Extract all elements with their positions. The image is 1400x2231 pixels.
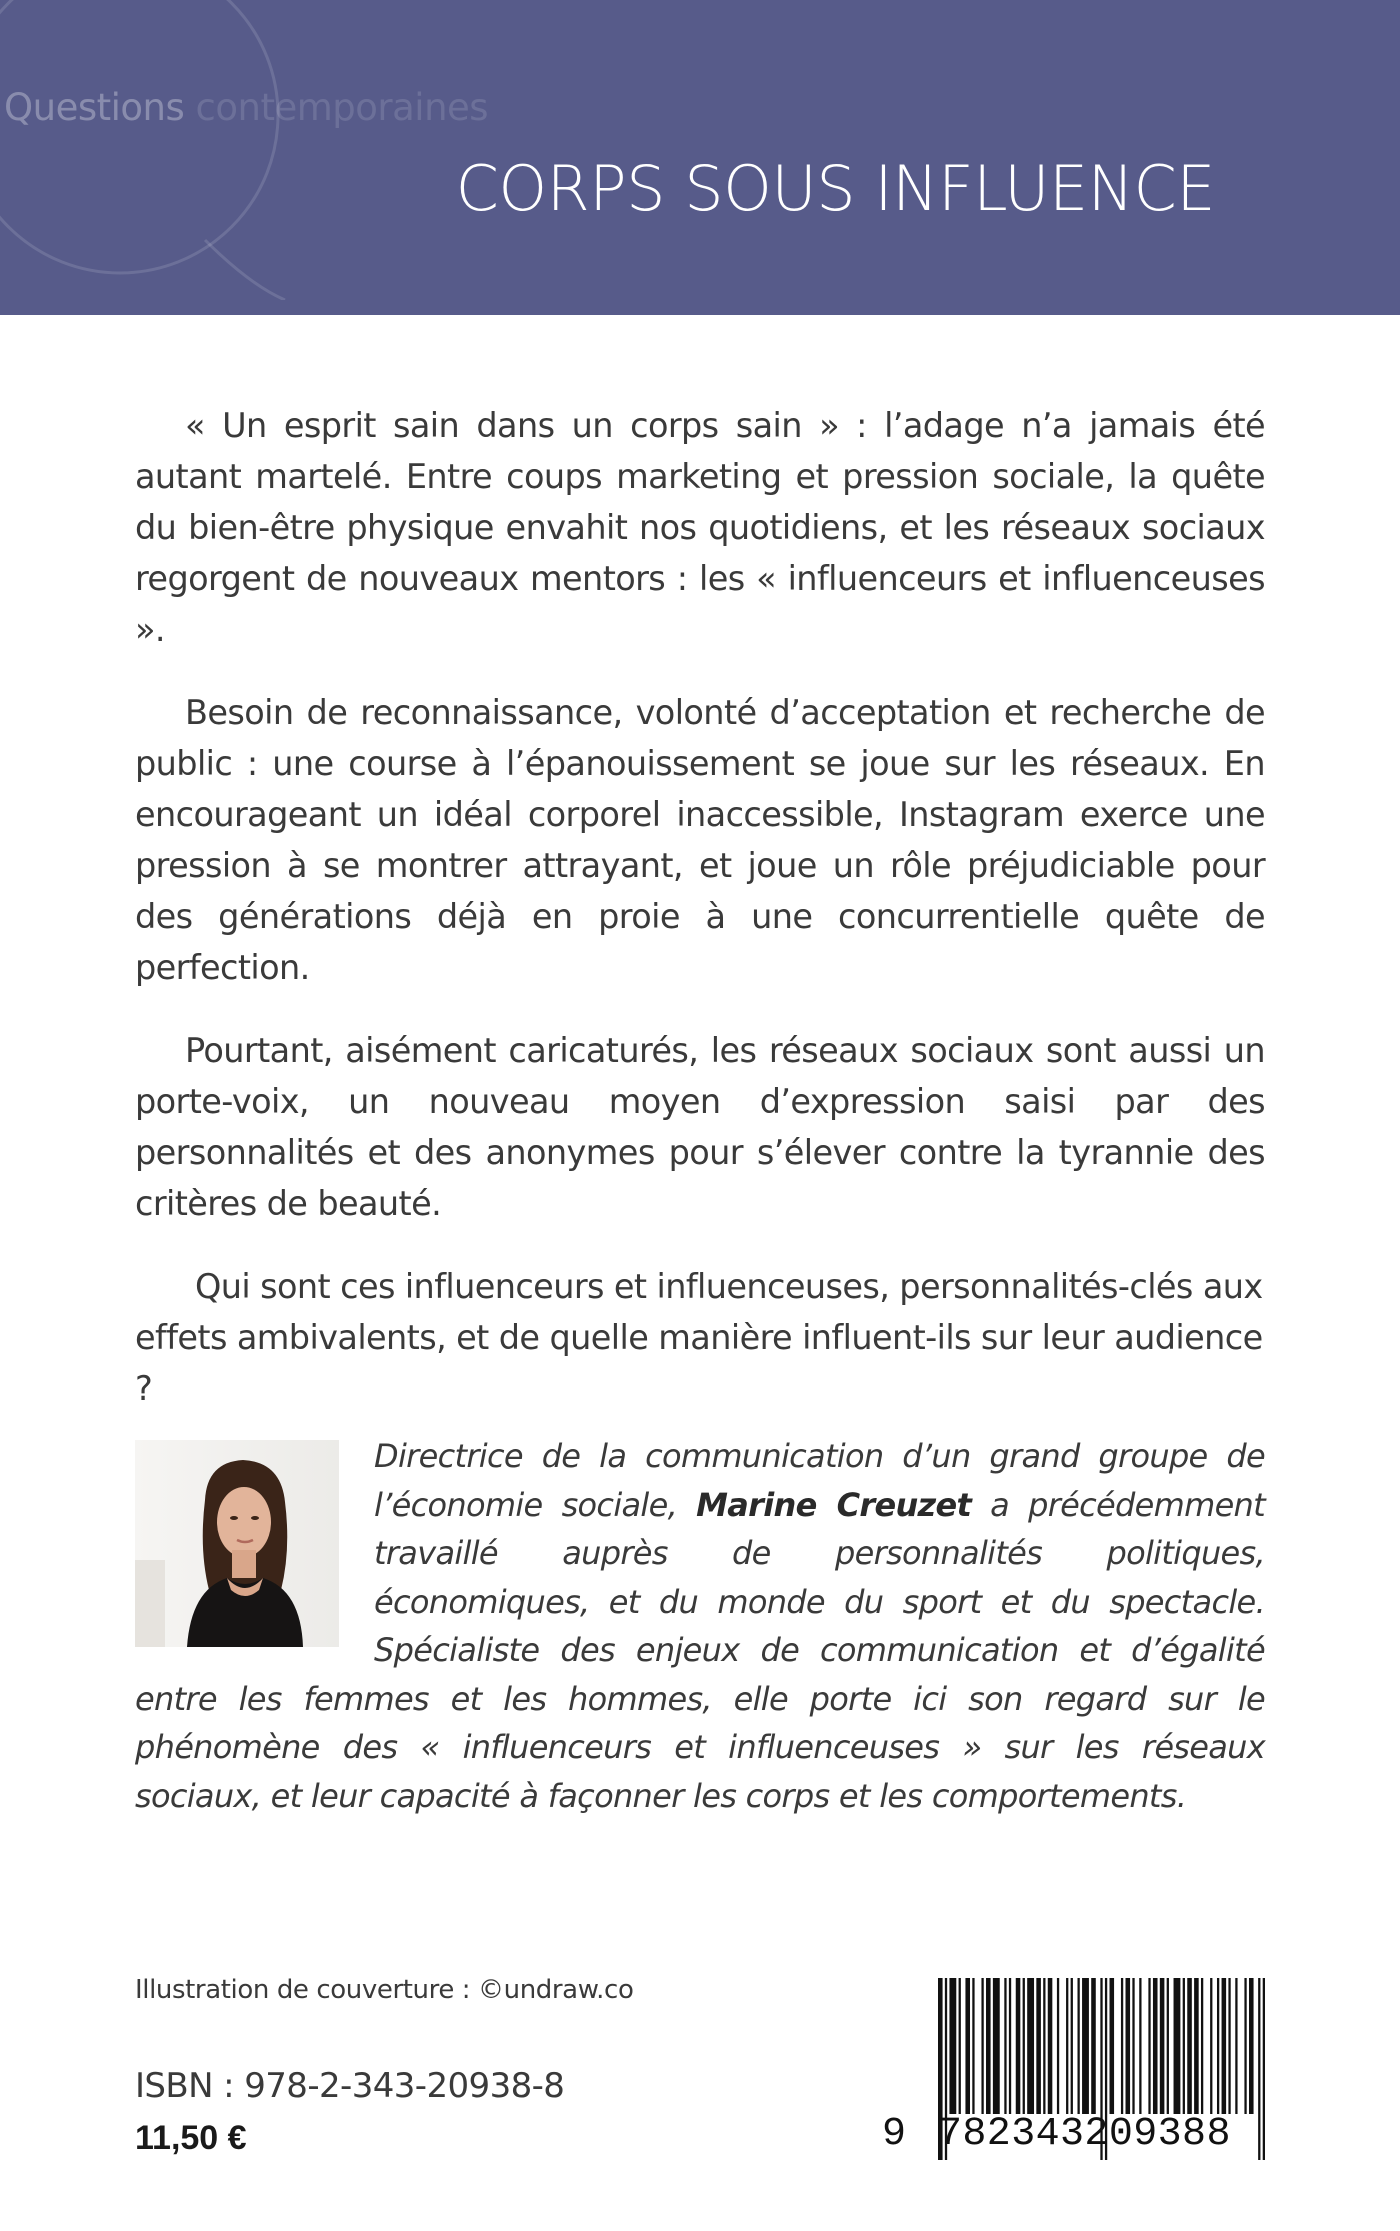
- barcode-bar: [1244, 1978, 1246, 2114]
- blurb-paragraph-3: Pourtant, aisément caricaturés, les réseaux sociaux sont aussi un porte-voix, un nouveau moyen d’expression saisi par des personnalités et des anonymes pour s’élever contre la tyrannie des critères de beauté.: [135, 1031, 1265, 1223]
- barcode-bar: [1210, 1978, 1212, 2114]
- barcode-bar: [1174, 1978, 1181, 2114]
- author-section: [135, 1432, 1265, 1820]
- author-name: Marine Creuzet: [696, 1485, 972, 1524]
- barcode-bar: [1071, 1978, 1073, 2114]
- back-cover-blurb: [135, 400, 1265, 1446]
- barcode-bar: [1126, 1978, 1131, 2114]
- illustration-credit: Illustration de couverture : ©undraw.co: [135, 1975, 634, 2005]
- barcode-bar: [1187, 1978, 1192, 2114]
- barcode-bar: [1004, 1978, 1006, 2114]
- barcode-bar: [1222, 1978, 1227, 2114]
- series-name: [4, 86, 488, 129]
- blurb-paragraph-2: Besoin de reconnaissance, volonté d’acceptation et recherche de public : une course à l’épanouissement se joue sur les réseaux. En encourageant un idéal corporel inaccessible, Instagram exerce une pression à se montrer attrayant, et joue un rôle préjudiciable pour des générations déjà en proie à une concurrentielle quête de perfection.: [135, 693, 1265, 987]
- barcode-bar: [1048, 1978, 1053, 2114]
- barcode-bar: [1036, 1978, 1041, 2114]
- barcode-bar: [986, 1978, 991, 2114]
- barcode-digit-string: 782343209388: [938, 2112, 1231, 2157]
- barcode-bar: [1139, 1978, 1141, 2114]
- series-name-word1: Questions: [4, 86, 185, 129]
- book-title: CORPS SOUS INFLUENCE: [455, 152, 1215, 225]
- author-bio-intro: Directrice de la communication d’un grand groupe de l’économie sociale,: [374, 1437, 1265, 1524]
- barcode-first-digit: 9: [882, 2112, 907, 2157]
- series-q-logo-watermark: [0, 0, 520, 300]
- barcode-bar: [972, 1978, 974, 2114]
- barcode-bar: [1201, 1978, 1203, 2114]
- barcode-bar: [1153, 1978, 1158, 2114]
- barcode-bar: [1235, 1978, 1237, 2114]
- barcode-bar: [1066, 1978, 1068, 2114]
- barcode-bar: [981, 1978, 983, 2114]
- blurb-paragraph-1: « Un esprit sain dans un corps sain » : l’adage n’a jamais été autant martelé. Entre coups marketing et pression sociale, la quête du bien-être physique envahit nos quotidiens, et les réseaux sociaux regorgent de nouveaux mentors : les « influenceurs et influenceuses ».: [135, 406, 1265, 649]
- barcode-bar: [1160, 1978, 1165, 2114]
- barcode-bar: [1194, 1978, 1199, 2114]
- barcode-bar: [1217, 1978, 1219, 2114]
- barcode-bar: [965, 1978, 970, 2114]
- author-portrait-image: [135, 1440, 339, 1647]
- barcode-digits: [882, 2112, 1275, 2157]
- cover-header-band: [0, 0, 1400, 315]
- barcode-bar: [1016, 1978, 1021, 2114]
- barcode-bar: [1249, 1978, 1254, 2114]
- barcode-bar: [1091, 1978, 1096, 2114]
- series-name-word2: contemporaines: [195, 86, 489, 129]
- barcode-bar: [959, 1978, 961, 2114]
- barcode-bar: [949, 1978, 956, 2114]
- barcode-bar: [1043, 1978, 1045, 2114]
- barcode-bar: [1027, 1978, 1034, 2114]
- barcode-bar: [1183, 1978, 1185, 2114]
- barcode-bar: [1121, 1978, 1123, 2114]
- barcode-bar: [1148, 1978, 1150, 2114]
- barcode-bar: [1009, 1978, 1011, 2114]
- author-bio-details: a précédemment travaillé auprès de personnalités politiques, économiques, et du monde du sport et du spectacle. Spécialiste des enjeux de communication et d’égalité entre les femmes et les hommes, elle porte ici son regard sur le phénomène des « influenceurs et influenceuses » sur les réseaux sociaux, et leur capacité à façonner les corps et les comportements.: [135, 1485, 1265, 1815]
- isbn-number: ISBN : 978-2-343-20938-8: [135, 2066, 565, 2106]
- blurb-paragraph-4: Qui sont ces influenceurs et influenceuses, personnalités-clés aux effets ambivalents, et de quelle manière influent-ils sur leur audience ?: [135, 1267, 1263, 1408]
- book-price: 11,50 €: [135, 2119, 247, 2157]
- barcode-bar: [1057, 1978, 1059, 2114]
- barcode-bar: [1023, 1978, 1025, 2114]
- barcode-bar: [1082, 1978, 1089, 2114]
- barcode-bar: [1132, 1978, 1134, 2114]
- barcode-bar: [1110, 1978, 1115, 2114]
- barcode-bar: [1228, 1978, 1230, 2114]
- barcode-bar: [1167, 1978, 1169, 2114]
- barcode-bar: [993, 1978, 1000, 2114]
- author-photo: [135, 1440, 339, 1647]
- barcode-bar: [1077, 1978, 1079, 2114]
